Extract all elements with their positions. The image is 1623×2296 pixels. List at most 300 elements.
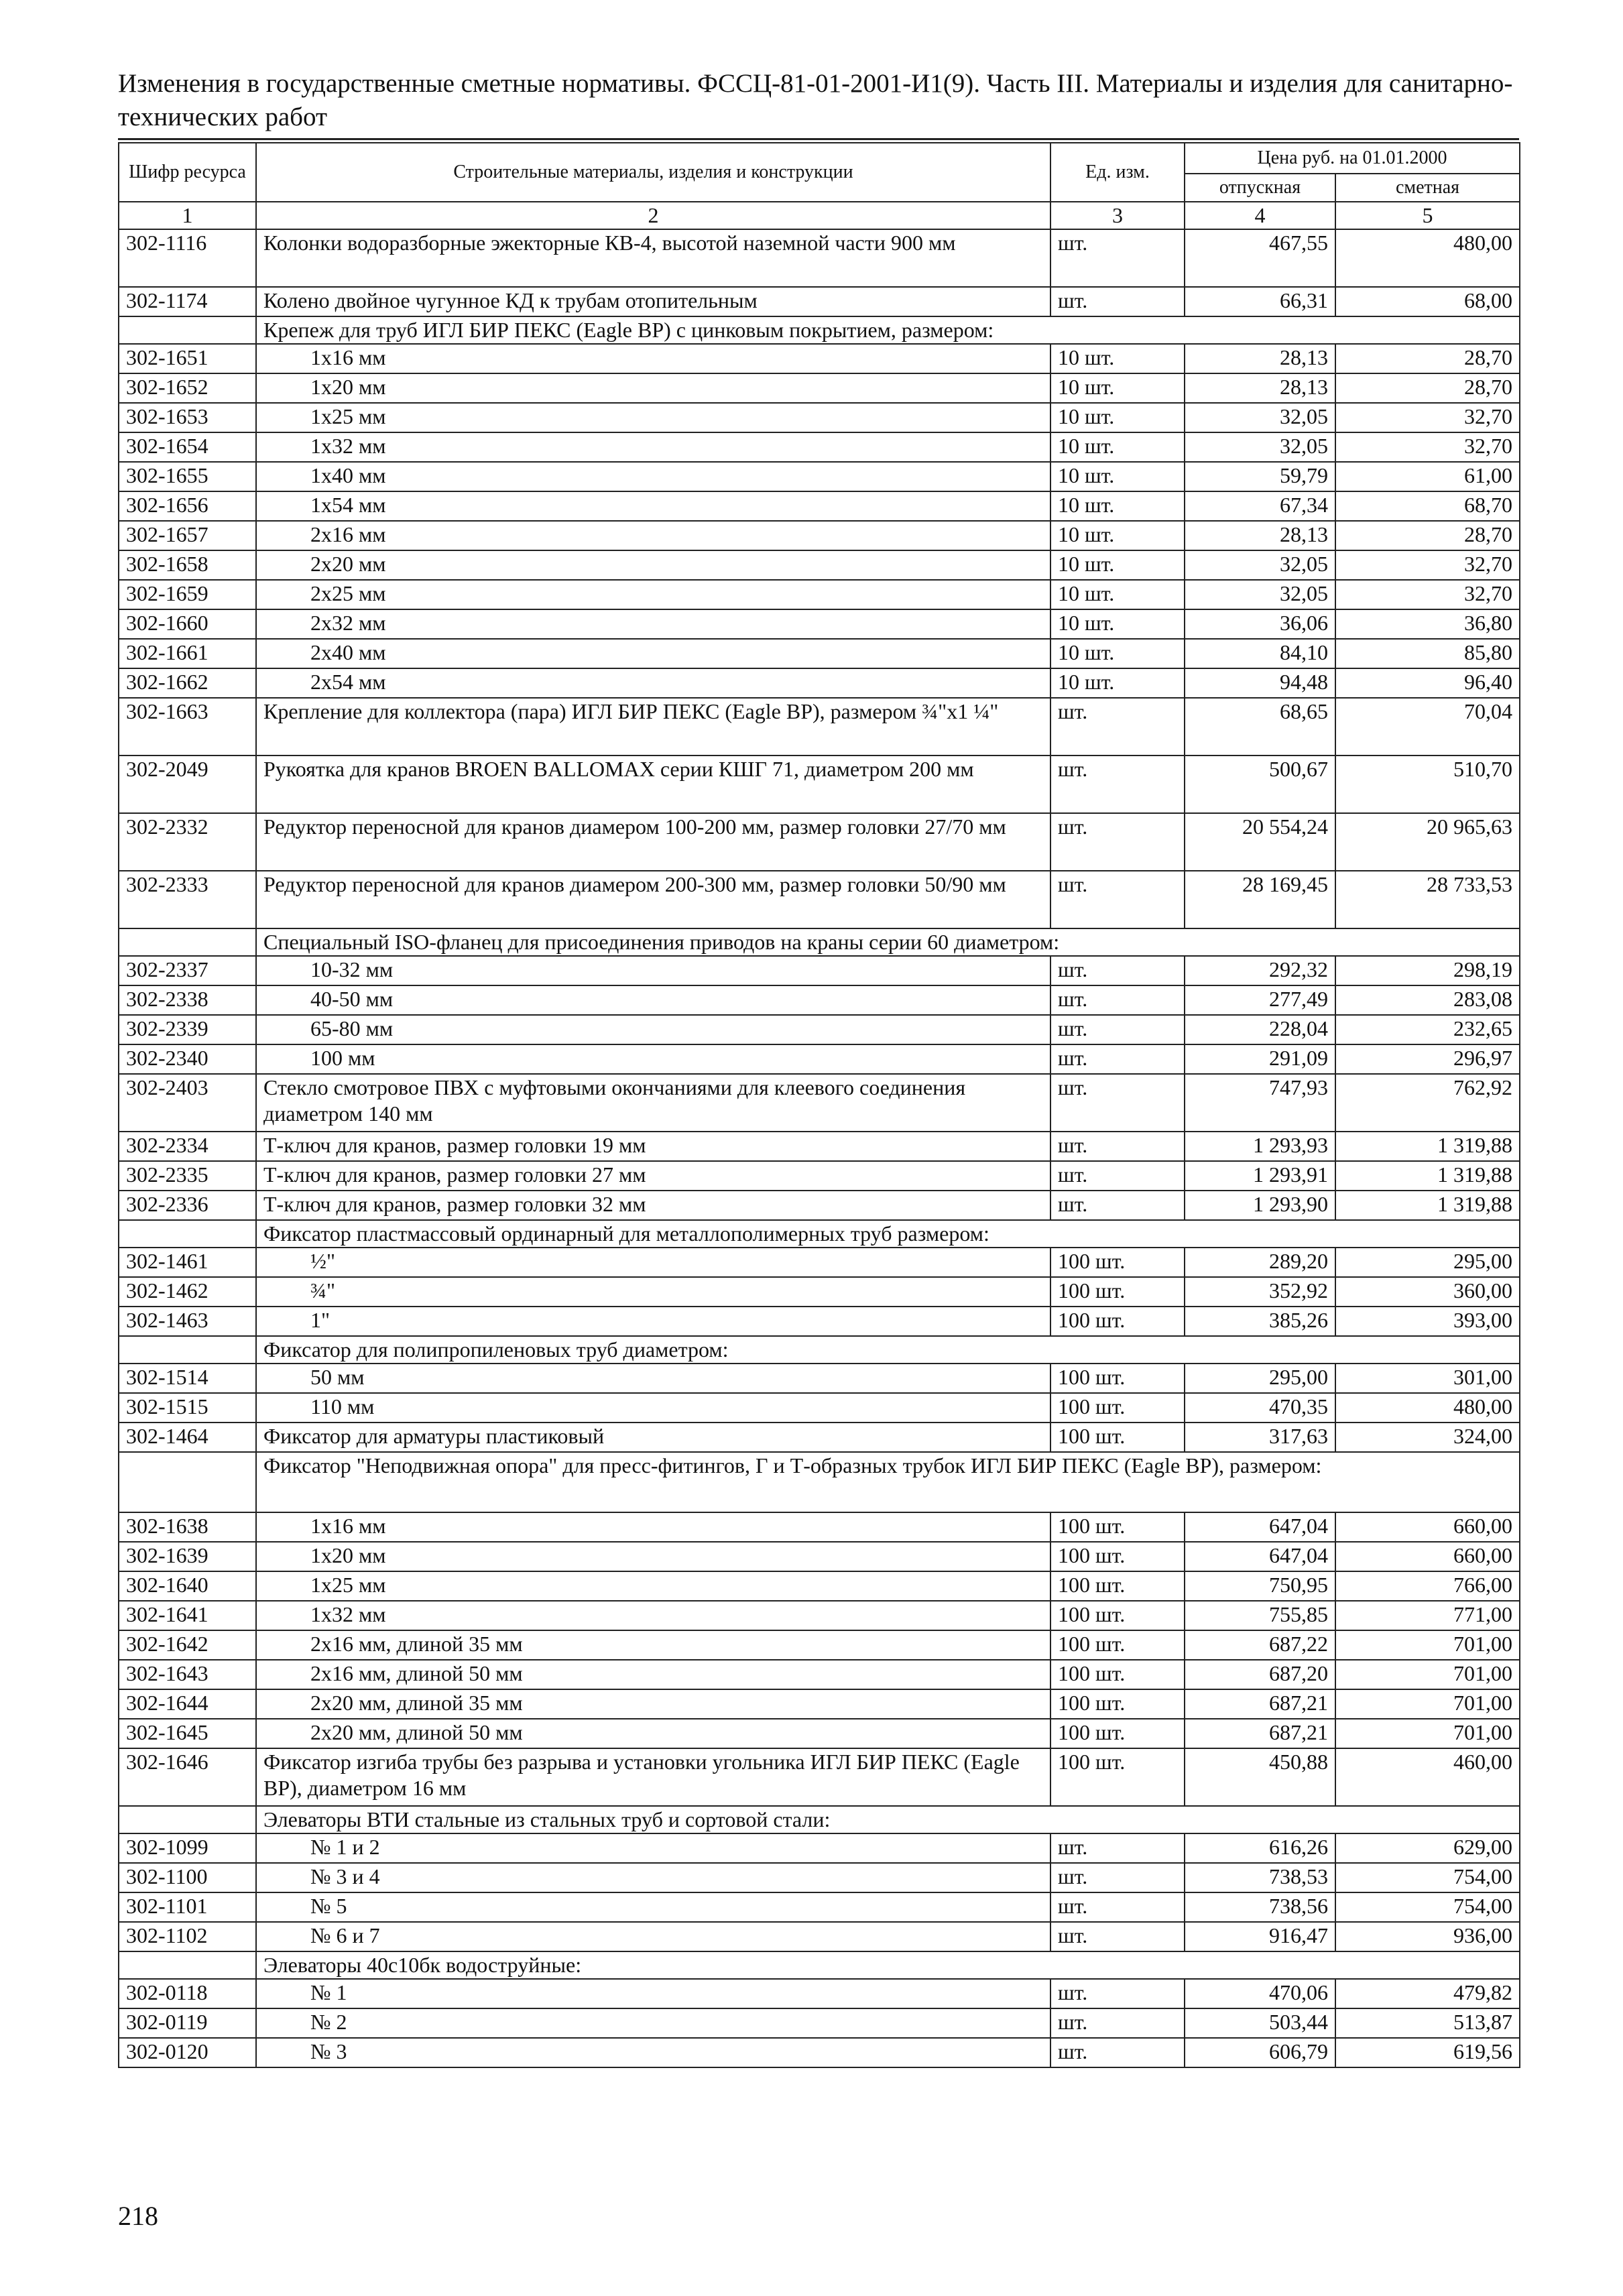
resource-code: 302-1651: [119, 344, 256, 373]
unit-of-measure: шт.: [1050, 756, 1185, 813]
unit-of-measure: шт.: [1050, 1833, 1185, 1863]
unit-of-measure: 10 шт.: [1050, 580, 1185, 609]
estimate-price: 32,70: [1335, 403, 1520, 432]
resource-code: 302-1645: [119, 1719, 256, 1748]
table-row: [119, 1423, 1520, 1452]
table-row: [119, 432, 1520, 462]
estimate-price: 96,40: [1335, 668, 1520, 698]
resource-code: 302-2340: [119, 1044, 256, 1074]
table-row: [119, 550, 1520, 580]
resource-code: 302-1640: [119, 1571, 256, 1601]
table-row: [119, 1132, 1520, 1161]
resource-name: 2х20 мм: [256, 550, 1050, 580]
table-row: [119, 1161, 1520, 1191]
table-row: [119, 1833, 1520, 1863]
table-row: [119, 1601, 1520, 1630]
table-row: [119, 639, 1520, 668]
column-number: 5: [1335, 202, 1520, 229]
estimate-price: 28,70: [1335, 373, 1520, 403]
table-row: [119, 1248, 1520, 1277]
estimate-price: 479,82: [1335, 1979, 1520, 2008]
estimate-price: 295,00: [1335, 1248, 1520, 1277]
table-row: [119, 1044, 1520, 1074]
resource-code: 302-1102: [119, 1922, 256, 1951]
table-row: [119, 698, 1520, 756]
estimate-price: 510,70: [1335, 756, 1520, 813]
unit-of-measure: 100 шт.: [1050, 1689, 1185, 1719]
estimate-price: 771,00: [1335, 1601, 1520, 1630]
resource-name: № 5: [256, 1892, 1050, 1922]
estimate-price: 480,00: [1335, 1393, 1520, 1423]
estimate-price: 61,00: [1335, 462, 1520, 491]
resource-name: 40-50 мм: [256, 985, 1050, 1015]
group-heading: Крепеж для труб ИГЛ БИР ПЕКС (Eagle BP) с цинковым покрытием, размером:: [256, 316, 1520, 344]
table-row: [119, 1979, 1520, 2008]
table-row: [119, 956, 1520, 985]
resource-code: 302-1653: [119, 403, 256, 432]
table-body: [119, 229, 1520, 2067]
unit-of-measure: 100 шт.: [1050, 1660, 1185, 1689]
resource-name: Т-ключ для кранов, размер головки 19 мм: [256, 1132, 1050, 1161]
group-heading: Элеваторы ВТИ стальные из стальных труб и сортовой стали:: [256, 1806, 1520, 1833]
release-price: 616,26: [1185, 1833, 1335, 1863]
column-number-row: [119, 202, 1520, 229]
resource-code: 302-2334: [119, 1132, 256, 1161]
resource-code: 302-2337: [119, 956, 256, 985]
resource-code: 302-1663: [119, 698, 256, 756]
header-rule: [118, 138, 1519, 140]
page-header: Изменения в государственные сметные нормативы. ФССЦ-81-01-2001-И1(9). Часть III. Материалы и изделия для санитарно-технических работ: [118, 69, 1513, 131]
unit-of-measure: 100 шт.: [1050, 1571, 1185, 1601]
table-row: [119, 1922, 1520, 1951]
unit-of-measure: 10 шт.: [1050, 344, 1185, 373]
table-row: [119, 1191, 1520, 1220]
estimate-price: 298,19: [1335, 956, 1520, 985]
resource-code: 302-2332: [119, 813, 256, 871]
estimate-price: 762,92: [1335, 1074, 1520, 1132]
release-price: 500,67: [1185, 756, 1335, 813]
table-header-row: [119, 143, 1520, 174]
resource-name: ½": [256, 1248, 1050, 1277]
unit-of-measure: 100 шт.: [1050, 1542, 1185, 1571]
table-row: [119, 813, 1520, 871]
release-price: 755,85: [1185, 1601, 1335, 1630]
unit-of-measure: шт.: [1050, 2008, 1185, 2038]
resource-code: 302-0120: [119, 2038, 256, 2067]
release-price: 747,93: [1185, 1074, 1335, 1132]
release-price: 385,26: [1185, 1307, 1335, 1336]
estimate-price: 660,00: [1335, 1512, 1520, 1542]
table-row: [119, 1689, 1520, 1719]
release-price: 295,00: [1185, 1364, 1335, 1393]
header-release: отпускная: [1185, 174, 1335, 202]
table-row: [119, 1364, 1520, 1393]
unit-of-measure: шт.: [1050, 287, 1185, 316]
estimate-price: 701,00: [1335, 1689, 1520, 1719]
unit-of-measure: 100 шт.: [1050, 1630, 1185, 1660]
unit-of-measure: 100 шт.: [1050, 1307, 1185, 1336]
resource-code: 302-1654: [119, 432, 256, 462]
resource-name: № 3 и 4: [256, 1863, 1050, 1892]
unit-of-measure: 10 шт.: [1050, 668, 1185, 698]
estimate-price: 936,00: [1335, 1922, 1520, 1951]
table-row: [119, 1892, 1520, 1922]
release-price: 289,20: [1185, 1248, 1335, 1277]
table-row: [119, 2008, 1520, 2038]
resource-code: 302-1116: [119, 229, 256, 287]
release-price: 28,13: [1185, 373, 1335, 403]
group-heading-row: [119, 1336, 1520, 1364]
unit-of-measure: шт.: [1050, 229, 1185, 287]
estimate-price: 513,87: [1335, 2008, 1520, 2038]
unit-of-measure: 10 шт.: [1050, 550, 1185, 580]
resource-name: 2х20 мм, длиной 50 мм: [256, 1719, 1050, 1748]
release-price: 1 293,91: [1185, 1161, 1335, 1191]
group-heading-row: [119, 1220, 1520, 1248]
unit-of-measure: шт.: [1050, 1074, 1185, 1132]
estimate-price: 28 733,53: [1335, 871, 1520, 928]
group-code-cell: [119, 316, 256, 344]
table-row: [119, 1571, 1520, 1601]
group-heading-row: [119, 1806, 1520, 1833]
release-price: 317,63: [1185, 1423, 1335, 1452]
resource-name: 2х25 мм: [256, 580, 1050, 609]
resource-code: 302-2338: [119, 985, 256, 1015]
resource-name: 1х25 мм: [256, 1571, 1050, 1601]
resource-name: 2х54 мм: [256, 668, 1050, 698]
table-row: [119, 609, 1520, 639]
header-estimate: сметная: [1335, 174, 1520, 202]
release-price: 67,34: [1185, 491, 1335, 521]
group-code-cell: [119, 1220, 256, 1248]
estimate-price: 754,00: [1335, 1863, 1520, 1892]
release-price: 28,13: [1185, 521, 1335, 550]
release-price: 1 293,93: [1185, 1132, 1335, 1161]
release-price: 470,35: [1185, 1393, 1335, 1423]
resource-name: Фиксатор для арматуры пластиковый: [256, 1423, 1050, 1452]
resource-name: Редуктор переносной для кранов диамером 100-200 мм, размер головки 27/70 мм: [256, 813, 1050, 871]
group-heading: Фиксатор "Неподвижная опора" для пресс-фитингов, Г и Т-образных трубок ИГЛ БИР ПЕКС (Eagle BP), размером:: [256, 1452, 1520, 1512]
estimate-price: 660,00: [1335, 1542, 1520, 1571]
release-price: 59,79: [1185, 462, 1335, 491]
table-row: [119, 1307, 1520, 1336]
resource-code: 302-1462: [119, 1277, 256, 1307]
resource-code: 302-1644: [119, 1689, 256, 1719]
estimate-price: 701,00: [1335, 1630, 1520, 1660]
estimate-price: 70,04: [1335, 698, 1520, 756]
group-code-cell: [119, 1806, 256, 1833]
table-row: [119, 1393, 1520, 1423]
resource-name: 50 мм: [256, 1364, 1050, 1393]
resource-name: № 1 и 2: [256, 1833, 1050, 1863]
release-price: 687,21: [1185, 1719, 1335, 1748]
table-row: [119, 403, 1520, 432]
resource-code: 302-1174: [119, 287, 256, 316]
group-heading: Специальный ISO-фланец для присоединения приводов на краны серии 60 диаметром:: [256, 928, 1520, 956]
estimate-price: 32,70: [1335, 432, 1520, 462]
estimate-price: 32,70: [1335, 550, 1520, 580]
release-price: 20 554,24: [1185, 813, 1335, 871]
estimate-price: 480,00: [1335, 229, 1520, 287]
resource-code: 302-1514: [119, 1364, 256, 1393]
resource-name: 2х32 мм: [256, 609, 1050, 639]
table-row: [119, 229, 1520, 287]
group-heading-row: [119, 1452, 1520, 1512]
table-row: [119, 985, 1520, 1015]
table-row: [119, 1015, 1520, 1044]
resource-name: Т-ключ для кранов, размер головки 32 мм: [256, 1191, 1050, 1220]
estimate-price: 296,97: [1335, 1044, 1520, 1074]
estimate-price: 619,56: [1335, 2038, 1520, 2067]
resource-code: 302-2049: [119, 756, 256, 813]
release-price: 28,13: [1185, 344, 1335, 373]
table-row: [119, 344, 1520, 373]
release-price: 68,65: [1185, 698, 1335, 756]
group-heading: Фиксатор пластмассовый ординарный для металлополимерных труб размером:: [256, 1220, 1520, 1248]
table-row: [119, 1630, 1520, 1660]
group-heading-row: [119, 1951, 1520, 1979]
resource-code: 302-1655: [119, 462, 256, 491]
release-price: 32,05: [1185, 550, 1335, 580]
column-number: 3: [1050, 202, 1185, 229]
estimate-price: 301,00: [1335, 1364, 1520, 1393]
unit-of-measure: 100 шт.: [1050, 1512, 1185, 1542]
table-row: [119, 1719, 1520, 1748]
unit-of-measure: 100 шт.: [1050, 1393, 1185, 1423]
resource-name: 1х32 мм: [256, 1601, 1050, 1630]
resource-name: 1": [256, 1307, 1050, 1336]
resource-name: 110 мм: [256, 1393, 1050, 1423]
estimate-price: 32,70: [1335, 580, 1520, 609]
estimate-price: 20 965,63: [1335, 813, 1520, 871]
unit-of-measure: шт.: [1050, 956, 1185, 985]
resource-name: 1х40 мм: [256, 462, 1050, 491]
resource-name: 1х25 мм: [256, 403, 1050, 432]
estimate-price: 36,80: [1335, 609, 1520, 639]
page-number: 218: [118, 2201, 158, 2231]
unit-of-measure: шт.: [1050, 698, 1185, 756]
resource-code: 302-2339: [119, 1015, 256, 1044]
resource-name: 100 мм: [256, 1044, 1050, 1074]
resource-code: 302-2403: [119, 1074, 256, 1132]
resource-code: 302-1661: [119, 639, 256, 668]
estimate-price: 701,00: [1335, 1719, 1520, 1748]
unit-of-measure: шт.: [1050, 1044, 1185, 1074]
release-price: 228,04: [1185, 1015, 1335, 1044]
unit-of-measure: 10 шт.: [1050, 432, 1185, 462]
table-row: [119, 491, 1520, 521]
release-price: 470,06: [1185, 1979, 1335, 2008]
resource-code: 302-1662: [119, 668, 256, 698]
release-price: 687,20: [1185, 1660, 1335, 1689]
table-row: [119, 1277, 1520, 1307]
unit-of-measure: 10 шт.: [1050, 403, 1185, 432]
release-price: 292,32: [1185, 956, 1335, 985]
estimate-price: 754,00: [1335, 1892, 1520, 1922]
resource-code: 302-2333: [119, 871, 256, 928]
release-price: 291,09: [1185, 1044, 1335, 1074]
resource-name: Рукоятка для кранов BROEN BALLOMAX серии КШГ 71, диаметром 200 мм: [256, 756, 1050, 813]
release-price: 738,53: [1185, 1863, 1335, 1892]
table-row: [119, 1512, 1520, 1542]
resource-code: 302-2335: [119, 1161, 256, 1191]
unit-of-measure: шт.: [1050, 2038, 1185, 2067]
resource-name: Фиксатор изгиба трубы без разрыва и установки угольника ИГЛ БИР ПЕКС (Eagle BP), диаметром 16 мм: [256, 1748, 1050, 1806]
group-heading: Элеваторы 40с10бк водоструйные:: [256, 1951, 1520, 1979]
release-price: 450,88: [1185, 1748, 1335, 1806]
unit-of-measure: 10 шт.: [1050, 521, 1185, 550]
estimate-price: 68,00: [1335, 287, 1520, 316]
unit-of-measure: шт.: [1050, 1015, 1185, 1044]
resource-code: 302-0119: [119, 2008, 256, 2038]
release-price: 32,05: [1185, 403, 1335, 432]
release-price: 606,79: [1185, 2038, 1335, 2067]
estimate-price: 460,00: [1335, 1748, 1520, 1806]
resource-code: 302-1639: [119, 1542, 256, 1571]
unit-of-measure: 100 шт.: [1050, 1719, 1185, 1748]
release-price: 36,06: [1185, 609, 1335, 639]
resource-code: 302-1464: [119, 1423, 256, 1452]
unit-of-measure: 100 шт.: [1050, 1364, 1185, 1393]
resource-name: Колено двойное чугунное КД к трубам отопительным: [256, 287, 1050, 316]
resource-name: № 3: [256, 2038, 1050, 2067]
header-code: Шифр ресурса: [119, 143, 256, 202]
column-number: 1: [119, 202, 256, 229]
release-price: 647,04: [1185, 1542, 1335, 1571]
resource-name: Крепление для коллектора (пара) ИГЛ БИР ПЕКС (Eagle BP), размером ¾"х1 ¼": [256, 698, 1050, 756]
resource-code: 302-1642: [119, 1630, 256, 1660]
unit-of-measure: 10 шт.: [1050, 491, 1185, 521]
resource-code: 302-1641: [119, 1601, 256, 1630]
resource-code: 302-1515: [119, 1393, 256, 1423]
estimate-price: 232,65: [1335, 1015, 1520, 1044]
group-code-cell: [119, 1452, 256, 1512]
resource-name: 1х20 мм: [256, 1542, 1050, 1571]
header-price: Цена руб. на 01.01.2000: [1185, 143, 1520, 174]
table-row: [119, 1660, 1520, 1689]
unit-of-measure: шт.: [1050, 1892, 1185, 1922]
resource-name: № 6 и 7: [256, 1922, 1050, 1951]
release-price: 738,56: [1185, 1892, 1335, 1922]
release-price: 352,92: [1185, 1277, 1335, 1307]
resource-name: № 2: [256, 2008, 1050, 2038]
release-price: 647,04: [1185, 1512, 1335, 1542]
table-row: [119, 668, 1520, 698]
resource-name: № 1: [256, 1979, 1050, 2008]
unit-of-measure: шт.: [1050, 1161, 1185, 1191]
unit-of-measure: шт.: [1050, 985, 1185, 1015]
resource-code: 302-1657: [119, 521, 256, 550]
release-price: 1 293,90: [1185, 1191, 1335, 1220]
release-price: 687,22: [1185, 1630, 1335, 1660]
group-code-cell: [119, 1951, 256, 1979]
resource-code: 302-1100: [119, 1863, 256, 1892]
unit-of-measure: 10 шт.: [1050, 639, 1185, 668]
table-row: [119, 462, 1520, 491]
resource-name: Т-ключ для кранов, размер головки 27 мм: [256, 1161, 1050, 1191]
estimate-price: 1 319,88: [1335, 1161, 1520, 1191]
group-heading-row: [119, 316, 1520, 344]
unit-of-measure: шт.: [1050, 1979, 1185, 2008]
release-price: 687,21: [1185, 1689, 1335, 1719]
table-row: [119, 580, 1520, 609]
unit-of-measure: шт.: [1050, 1191, 1185, 1220]
group-code-cell: [119, 1336, 256, 1364]
resource-name: 10-32 мм: [256, 956, 1050, 985]
group-heading: Фиксатор для полипропиленовых труб диаметром:: [256, 1336, 1520, 1364]
resource-name: 1х16 мм: [256, 1512, 1050, 1542]
unit-of-measure: 100 шт.: [1050, 1277, 1185, 1307]
resource-code: 302-1660: [119, 609, 256, 639]
resource-code: 302-0118: [119, 1979, 256, 2008]
estimate-price: 283,08: [1335, 985, 1520, 1015]
resource-code: 302-1646: [119, 1748, 256, 1806]
resource-name: 2х16 мм: [256, 521, 1050, 550]
release-price: 467,55: [1185, 229, 1335, 287]
column-number: 2: [256, 202, 1050, 229]
resource-code: 302-1658: [119, 550, 256, 580]
release-price: 503,44: [1185, 2008, 1335, 2038]
release-price: 84,10: [1185, 639, 1335, 668]
resource-name: Редуктор переносной для кранов диамером 200-300 мм, размер головки 50/90 мм: [256, 871, 1050, 928]
column-number: 4: [1185, 202, 1335, 229]
table-row: [119, 1542, 1520, 1571]
unit-of-measure: 10 шт.: [1050, 373, 1185, 403]
release-price: 32,05: [1185, 432, 1335, 462]
release-price: 28 169,45: [1185, 871, 1335, 928]
unit-of-measure: 100 шт.: [1050, 1601, 1185, 1630]
resource-name: Стекло смотровое ПВХ с муфтовыми окончаниями для клеевого соединения диаметром 140 мм: [256, 1074, 1050, 1132]
resource-code: 302-1643: [119, 1660, 256, 1689]
resource-code: 302-1652: [119, 373, 256, 403]
resource-code: 302-1638: [119, 1512, 256, 1542]
table-row: [119, 1863, 1520, 1892]
release-price: 94,48: [1185, 668, 1335, 698]
estimate-price: 1 319,88: [1335, 1132, 1520, 1161]
estimate-price: 324,00: [1335, 1423, 1520, 1452]
resource-name: 2х20 мм, длиной 35 мм: [256, 1689, 1050, 1719]
estimate-price: 629,00: [1335, 1833, 1520, 1863]
release-price: 750,95: [1185, 1571, 1335, 1601]
resource-code: 302-1463: [119, 1307, 256, 1336]
resource-name: 1х32 мм: [256, 432, 1050, 462]
header-unit: Ед. изм.: [1050, 143, 1185, 202]
resource-code: 302-2336: [119, 1191, 256, 1220]
estimate-price: 1 319,88: [1335, 1191, 1520, 1220]
release-price: 916,47: [1185, 1922, 1335, 1951]
unit-of-measure: шт.: [1050, 1922, 1185, 1951]
unit-of-measure: шт.: [1050, 871, 1185, 928]
group-heading-row: [119, 928, 1520, 956]
estimate-price: 85,80: [1335, 639, 1520, 668]
release-price: 277,49: [1185, 985, 1335, 1015]
estimate-price: 68,70: [1335, 491, 1520, 521]
resource-table: [118, 142, 1520, 2068]
resource-name: 1х16 мм: [256, 344, 1050, 373]
unit-of-measure: 100 шт.: [1050, 1423, 1185, 1452]
group-code-cell: [119, 928, 256, 956]
unit-of-measure: 10 шт.: [1050, 609, 1185, 639]
resource-name: 1х54 мм: [256, 491, 1050, 521]
unit-of-measure: 100 шт.: [1050, 1748, 1185, 1806]
resource-code: 302-1659: [119, 580, 256, 609]
resource-name: 2х16 мм, длиной 35 мм: [256, 1630, 1050, 1660]
estimate-price: 28,70: [1335, 344, 1520, 373]
estimate-price: 360,00: [1335, 1277, 1520, 1307]
table-row: [119, 871, 1520, 928]
table-row: [119, 373, 1520, 403]
resource-code: 302-1099: [119, 1833, 256, 1863]
